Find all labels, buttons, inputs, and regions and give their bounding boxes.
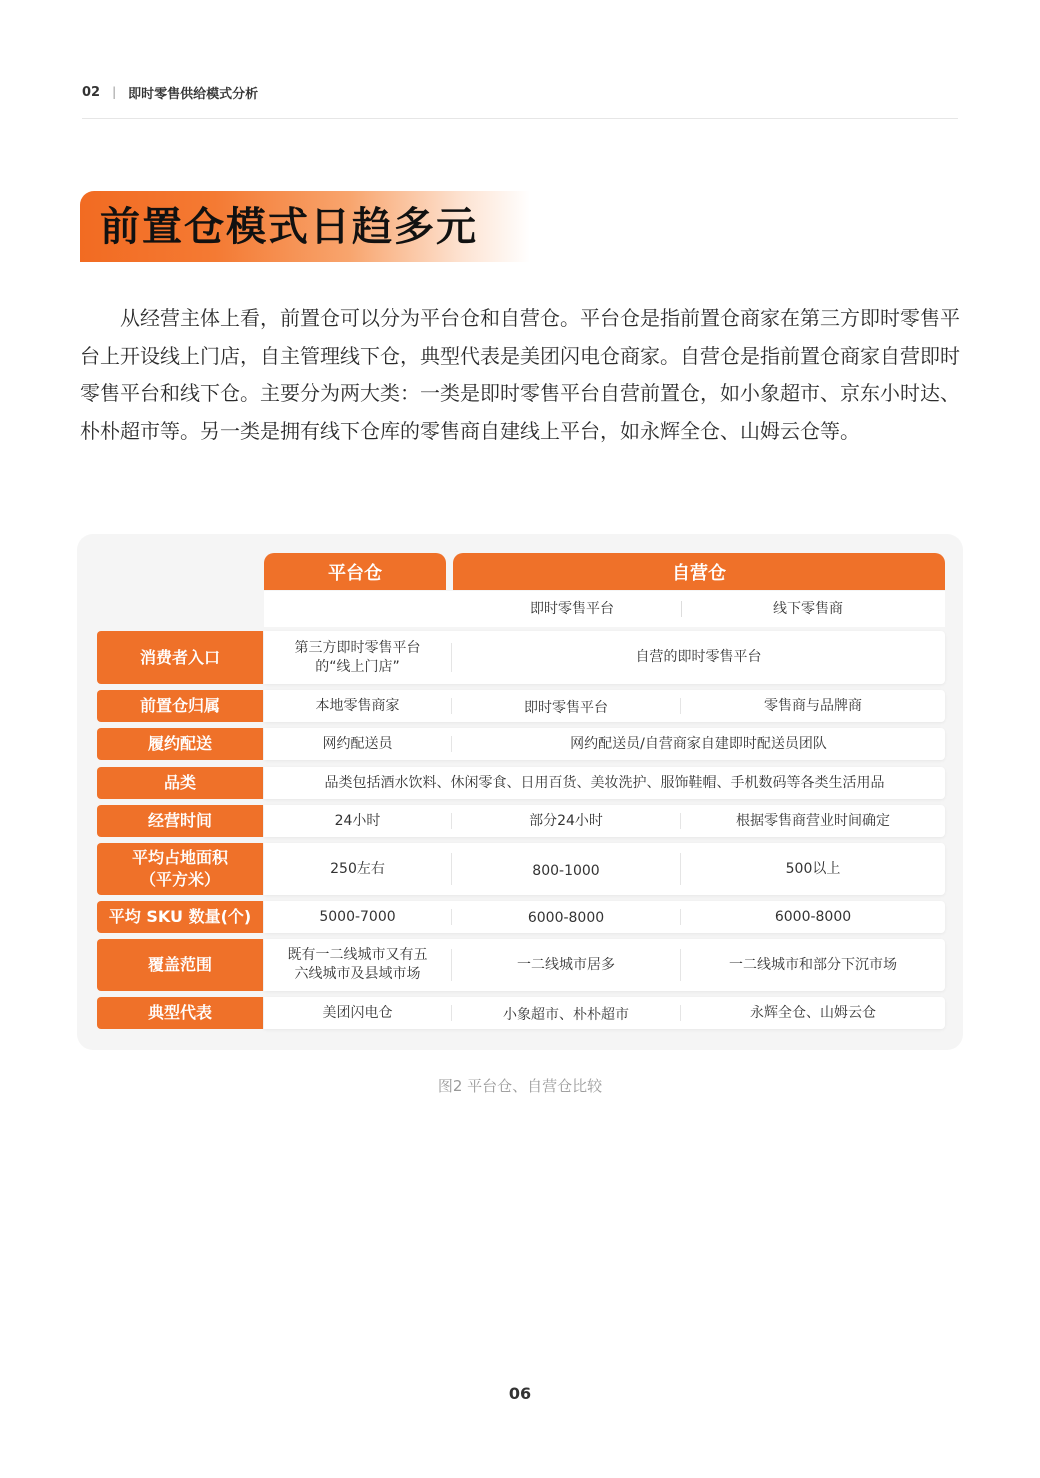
- cell-offline-retailer: 永辉全仓、山姆云仓: [750, 1004, 876, 1021]
- table-row: [264, 767, 945, 799]
- cell-offline-retailer: 根据零售商营业时间确定: [736, 812, 890, 829]
- cell-instant-platform: 小象超市、朴朴超市: [503, 1006, 629, 1023]
- cell-instant-platform: 6000-8000: [527, 910, 605, 926]
- cell-self-span: 自营的即时零售平台: [635, 649, 762, 665]
- table-row: [264, 690, 945, 722]
- table-row: [264, 728, 945, 760]
- cell-platform: 250左右: [330, 860, 385, 877]
- page-header: [82, 82, 258, 102]
- cell-platform: 本地零售商家: [315, 697, 400, 714]
- cell-instant-platform: 一二线城市居多: [517, 956, 615, 973]
- subheader-offline-retailer: 线下零售商: [773, 601, 843, 617]
- cell-platform: 美团闪电仓: [322, 1004, 393, 1021]
- table-row: [264, 805, 945, 837]
- row-label: 履约配送: [97, 728, 263, 760]
- cell-platform: 网约配送员: [322, 735, 393, 752]
- cell-platform: 5000-7000: [319, 908, 396, 925]
- cell-offline-retailer: 零售商与品牌商: [764, 697, 862, 714]
- body-paragraph: 从经营主体上看，前置仓可以分为平台仓和自营仓。平台仓是指前置仓商家在第三方即时零售平台上开设线上门店，自主管理线下仓，典型代表是美团闪电仓商家。自营仓是指前置仓商家自营即时零售平台和线下仓。主要分为两大类：一类是即时零售平台自营前置仓，如小象超市、京东小时达、朴朴超市等。另一类是拥有线下仓库的零售商自建线上平台，如永辉全仓、山姆云仓等。: [80, 306, 960, 443]
- cell-platform: 既有一二线城市又有五六线城市及县域市场: [287, 947, 428, 982]
- row-label: 平均 SKU 数量(个): [97, 901, 263, 933]
- figure-caption: 图2 平台仓、自营仓比较: [437, 1077, 603, 1095]
- row-label: 典型代表: [97, 997, 263, 1029]
- table-row: [264, 631, 945, 684]
- header-separator: |: [112, 85, 117, 99]
- row-label: 消费者入口: [97, 631, 263, 684]
- cell-offline-retailer: 500以上: [785, 860, 841, 877]
- row-label: 覆盖范围: [97, 939, 263, 991]
- row-label: 前置仓归属: [97, 690, 263, 722]
- cell-instant-platform: 800-1000: [532, 862, 600, 879]
- row-label: 品类: [97, 767, 263, 799]
- page-number: 06: [508, 1384, 532, 1403]
- cell-platform: 24小时: [334, 812, 381, 829]
- subheader-instant-platform: 即时零售平台: [530, 601, 614, 617]
- chapter-number: 02: [82, 84, 101, 100]
- table-row: [264, 939, 945, 991]
- cell-offline-retailer: 6000-8000: [774, 908, 852, 925]
- cell-all-span: 品类包括酒水饮料、休闲零食、日用百货、美妆洗护、服饰鞋帽、手机数码等各类生活用品: [324, 774, 885, 791]
- section-title-banner: [80, 191, 530, 262]
- cell-platform: 第三方即时零售平台的“线上门店”: [294, 639, 421, 675]
- column-header-platform: 平台仓: [264, 553, 446, 590]
- header-divider: [82, 118, 958, 119]
- chapter-title: 即时零售供给模式分析: [128, 86, 259, 102]
- subheader-divider: [681, 601, 682, 617]
- column-header-self: 自营仓: [453, 553, 945, 590]
- cell-self-span: 网约配送员/自营商家自建即时配送员团队: [570, 735, 827, 752]
- table-row: [264, 901, 945, 933]
- section-title: 前置仓模式日趋多元: [100, 204, 478, 250]
- table-row: [264, 997, 945, 1029]
- cell-offline-retailer: 一二线城市和部分下沉市场: [729, 956, 897, 973]
- cell-instant-platform: 即时零售平台: [524, 699, 608, 716]
- row-label: 平均占地面积（平方米）: [97, 843, 263, 895]
- cell-instant-platform: 部分24小时: [529, 812, 603, 829]
- row-label: 经营时间: [97, 805, 263, 837]
- table-row: [264, 843, 945, 895]
